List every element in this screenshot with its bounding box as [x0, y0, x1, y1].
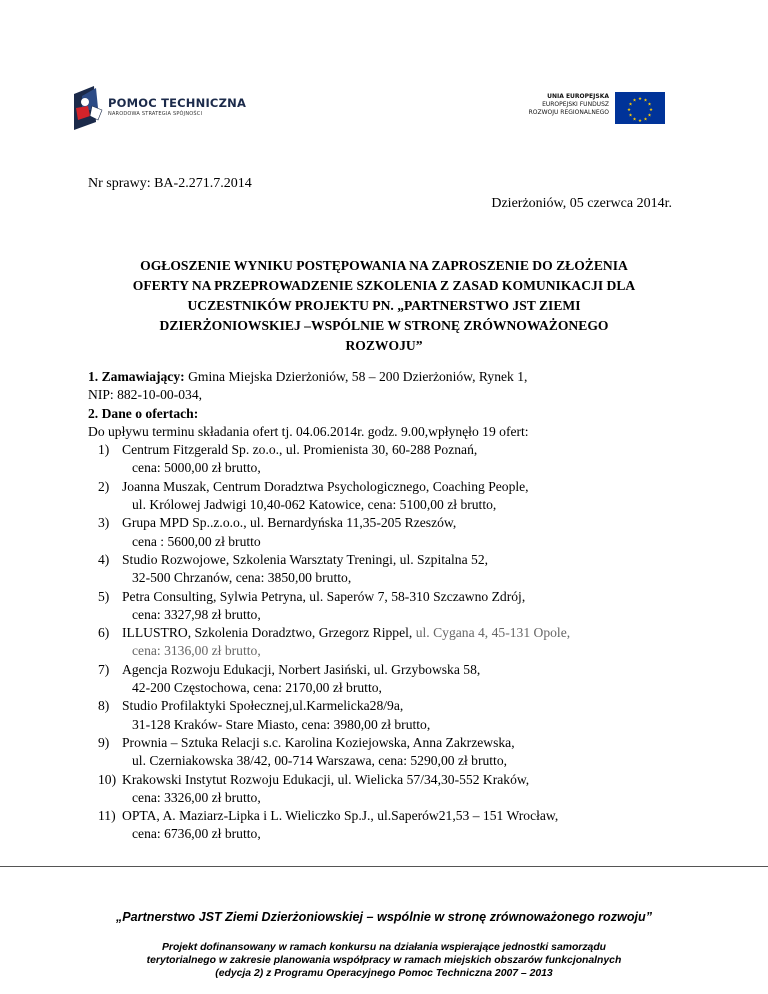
offer-number: 7)	[98, 661, 110, 677]
offer-line: 42-200 Częstochowa, cena: 2170,00 zł brutto,	[132, 680, 382, 696]
eu-logo-line: EUROPEJSKI FUNDUSZ	[542, 101, 609, 108]
offer-line: Krakowski Instytut Rozwoju Edukacji, ul. Wielicka 57/34,30-552 Kraków,	[122, 771, 530, 787]
offer-number: 6)	[98, 625, 110, 641]
offer-number: 10)	[98, 771, 117, 787]
offer-item	[88, 624, 708, 661]
section-1-line	[88, 368, 708, 386]
footer-funding	[0, 941, 768, 980]
section-2-label: Dane o ofertach:	[101, 405, 199, 421]
offer-line: Studio Profilaktyki Społecznej,ul.Karmelicka28/9a,	[122, 698, 404, 714]
svg-text:★: ★	[647, 113, 652, 119]
svg-text:★: ★	[628, 113, 633, 119]
svg-text:★: ★	[637, 119, 643, 124]
pomoc-techniczna-logo	[72, 86, 247, 132]
title-line: DZIERŻONIOWSKIEJ –WSPÓLNIE W STRONĘ ZRÓWNOWAŻONEGO	[159, 318, 609, 333]
logo-left-subtitle: NARODOWA STRATEGIA SPÓJNOŚCI	[108, 111, 203, 117]
offer-line-address: ul. Cygana 4, 45-131 Opole,	[412, 625, 571, 641]
eu-logo-line: UNIA EUROPEJSKA	[547, 93, 609, 100]
eu-logo-line: ROZWOJU REGIONALNEGO	[528, 109, 609, 116]
offer-number: 8)	[98, 698, 110, 714]
offer-line: Centrum Fitzgerald Sp. zo.o., ul. Promienista 30, 60-288 Poznań,	[122, 442, 478, 458]
section-1-label: Zamawiający:	[101, 369, 185, 384]
eu-logo	[505, 88, 665, 128]
offer-item	[88, 661, 708, 698]
svg-text:★: ★	[647, 102, 652, 108]
section-2-number: 2.	[88, 405, 99, 421]
svg-text:★: ★	[632, 117, 637, 123]
section-2-heading	[88, 405, 708, 423]
offer-line: OPTA, A. Maziarz-Lipka i L. Wieliczko Sp.J., ul.Saperów21,53 – 151 Wrocław,	[122, 808, 559, 824]
section-1-text: Gmina Miejska Dzierżoniów, 58 – 200 Dzierżoniów, Rynek 1,	[188, 369, 528, 384]
svg-text:★: ★	[648, 108, 654, 113]
offer-line: cena: 3327,98 zł brutto,	[132, 606, 261, 622]
offer-number: 1)	[98, 442, 110, 458]
document-body	[88, 368, 708, 844]
footer-motto: „Partnerstwo JST Ziemi Dzierżoniowskiej – wspólnie w stronę zrównoważonego rozwoju”	[115, 910, 652, 924]
offer-item	[88, 441, 708, 478]
offer-line: Prownia – Sztuka Relacji s.c. Karolina Koziejowska, Anna Zakrzewska,	[122, 734, 515, 750]
svg-text:★: ★	[643, 117, 648, 123]
svg-text:★: ★	[626, 108, 632, 113]
offer-line: Petra Consulting, Sylwia Petryna, ul. Saperów 7, 58-310 Szczawno Zdrój,	[122, 588, 526, 604]
offer-item	[88, 771, 708, 808]
footer-funding-line: Projekt dofinansowany w ramach konkursu na działania wspierające jednostki samorządu	[161, 942, 607, 953]
svg-text:★: ★	[632, 98, 637, 104]
eu-logo-text	[529, 93, 609, 117]
svg-text:★: ★	[628, 102, 633, 108]
offer-line: cena: 5000,00 zł brutto,	[132, 460, 261, 476]
place-date: Dzierżoniów, 05 czerwca 2014r.	[491, 196, 672, 211]
offer-number: 9)	[98, 734, 110, 750]
footer-divider	[0, 866, 768, 867]
offer-item	[88, 734, 708, 771]
offer-number: 3)	[98, 515, 110, 531]
offer-line: cena : 5600,00 zł brutto	[132, 533, 261, 549]
offer-line: Grupa MPD Sp..z.o.o., ul. Bernardyńska 11,35-205 Rzeszów,	[122, 515, 457, 531]
offer-line: 32-500 Chrzanów, cena: 3850,00 brutto,	[132, 570, 352, 586]
offer-item	[88, 588, 708, 625]
offer-line: Agencja Rozwoju Edukacji, Norbert Jasiński, ul. Grzybowska 58,	[122, 661, 481, 677]
offer-number: 2)	[98, 478, 110, 494]
svg-text:★: ★	[643, 98, 648, 104]
logo-left-name: POMOC TECHNICZNA	[108, 96, 247, 110]
offer-number: 4)	[98, 551, 110, 567]
offer-line	[122, 624, 708, 642]
offer-line: ul. Czerniakowska 38/42, 00-714 Warszawa, cena: 5290,00 zł brutto,	[132, 753, 508, 769]
section-1-number: 1.	[88, 369, 99, 384]
eu-flag-icon	[615, 92, 665, 124]
document-title	[74, 256, 694, 356]
case-number: Nr sprawy: BA-2.271.7.2014	[88, 176, 252, 191]
offer-line: 31-128 Kraków- Stare Miasto, cena: 3980,00 zł brutto,	[132, 716, 431, 732]
offer-number: 5)	[98, 588, 110, 604]
offer-item	[88, 514, 708, 551]
title-line: OFERTY NA PRZEPROWADZENIE SZKOLENIA Z ZASAD KOMUNIKACJI DLA	[132, 278, 636, 293]
section-1-nip: NIP: 882-10-00-034,	[88, 387, 203, 403]
offer-line: cena: 6736,00 zł brutto,	[132, 826, 261, 842]
title-line: ROZWOJU”	[345, 338, 423, 353]
offer-line: cena: 3136,00 zł brutto,	[132, 643, 261, 659]
offer-item	[88, 807, 708, 844]
pomoc-techniczna-emblem-icon	[72, 86, 106, 130]
offer-line: Joanna Muszak, Centrum Doradztwa Psychologicznego, Coaching People,	[122, 478, 529, 494]
title-line: OGŁOSZENIE WYNIKU POSTĘPOWANIA NA ZAPROSZENIE DO ZŁOŻENIA	[140, 258, 628, 273]
footer-funding-line: (edycja 2) z Programu Operacyjnego Pomoc Techniczna 2007 – 2013	[215, 968, 553, 979]
offer-item	[88, 697, 708, 734]
offer-item	[88, 551, 708, 588]
offer-line: Studio Rozwojowe, Szkolenia Warsztaty Treningi, ul. Szpitalna 52,	[122, 551, 489, 567]
section-2-intro: Do upływu terminu składania ofert tj. 04.06.2014r. godz. 9.00,wpłynęło 19 ofert:	[88, 423, 529, 439]
title-line: UCZESTNIKÓW PROJEKTU PN. „PARTNERSTWO JST ZIEMI	[187, 298, 581, 313]
offer-line-main: ILLUSTRO, Szkolenia Doradztwo, Grzegorz Rippel,	[122, 625, 413, 641]
offer-line: cena: 3326,00 zł brutto,	[132, 789, 261, 805]
footer-funding-line: terytorialnego w zakresie planowania współpracy w ramach miejskich obszarów funkcjonalnych	[146, 955, 622, 966]
svg-text:★: ★	[637, 97, 643, 102]
offer-number: 11)	[98, 808, 116, 824]
offer-line: ul. Królowej Jadwigi 10,40-062 Katowice, cena: 5100,00 zł brutto,	[132, 497, 497, 513]
offer-item	[88, 478, 708, 515]
